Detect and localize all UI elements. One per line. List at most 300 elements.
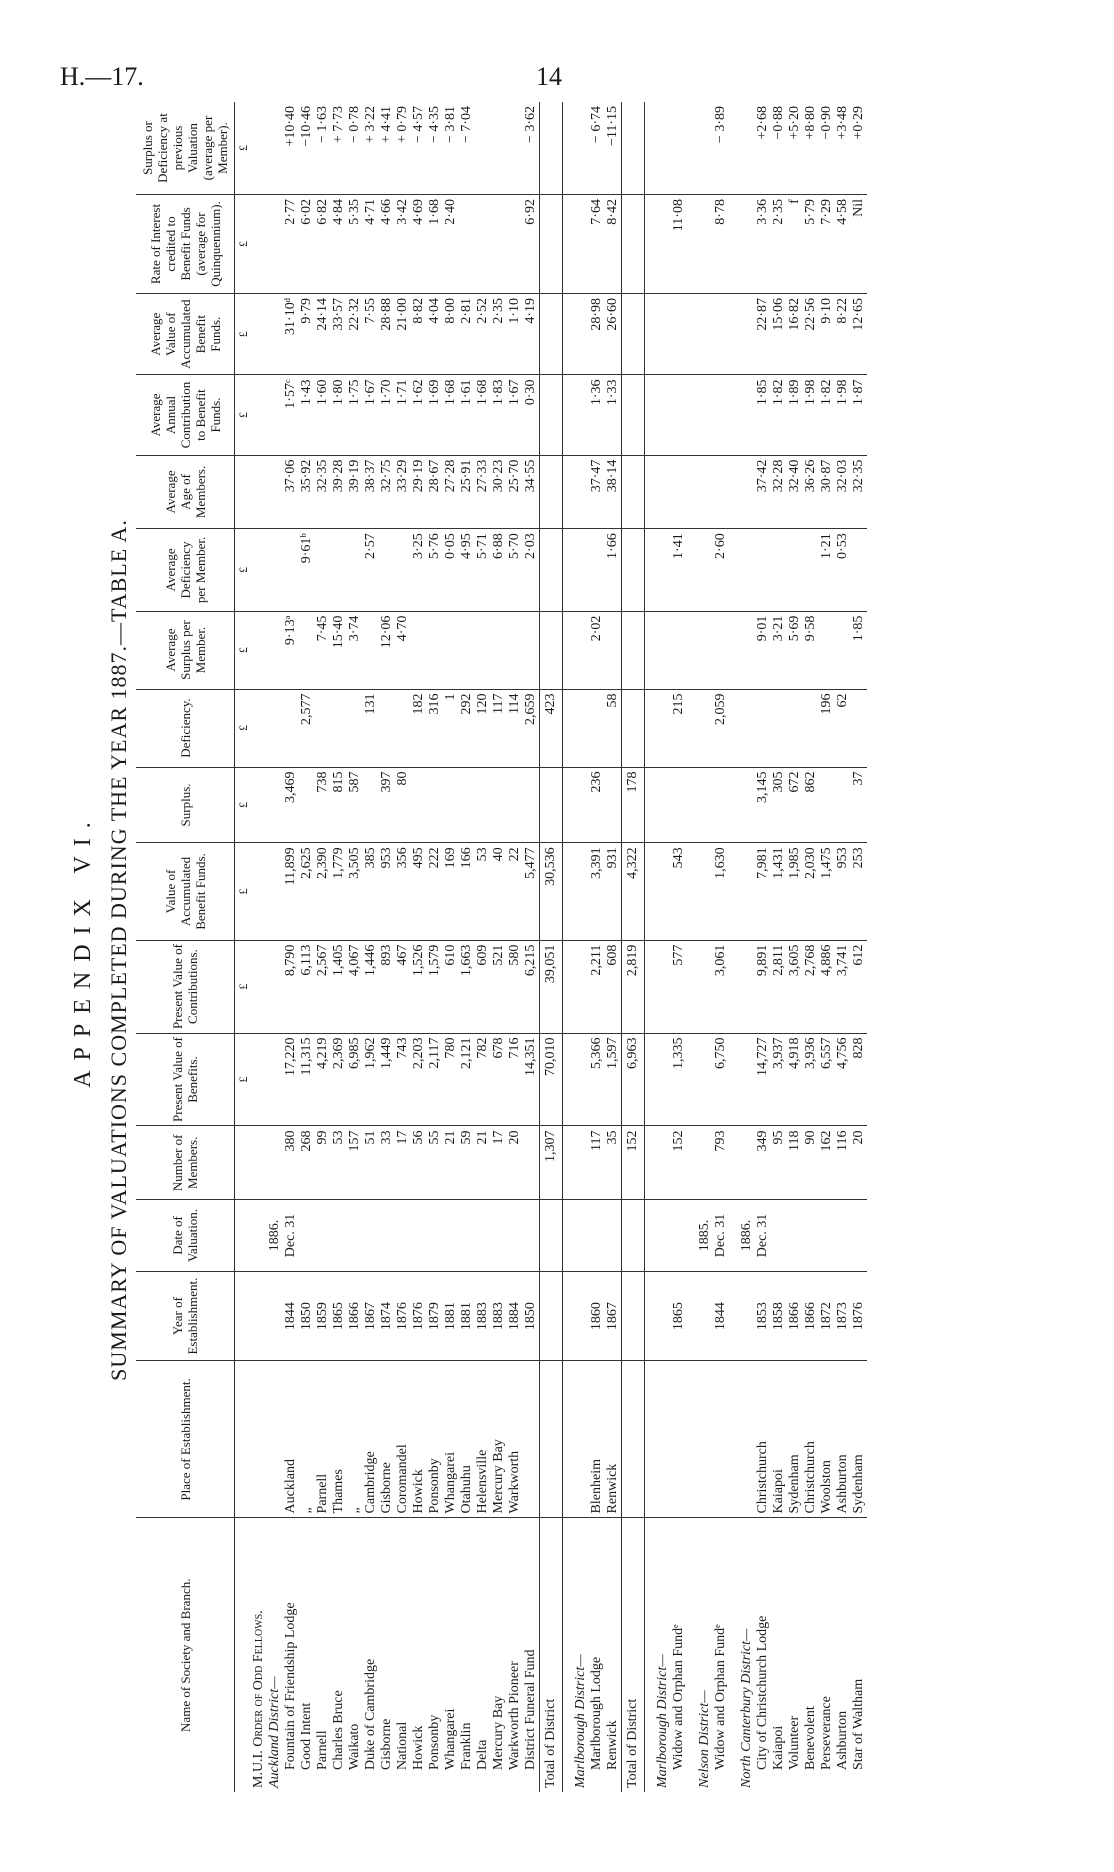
branch-name: Howick xyxy=(411,1725,426,1770)
table-cell xyxy=(267,843,283,940)
table-cell xyxy=(739,940,755,1033)
table-cell: 356 xyxy=(395,843,411,940)
table-cell: 28·88 xyxy=(379,293,395,375)
table-cell: 1866 xyxy=(347,1271,363,1361)
table-cell xyxy=(819,611,835,689)
table-cell xyxy=(251,1033,267,1126)
table-cell: 1858 xyxy=(771,1271,787,1361)
table-cell: 27·28 xyxy=(443,455,459,529)
valuation-date-day xyxy=(851,1200,867,1272)
table-cell xyxy=(671,293,687,375)
table-cell xyxy=(573,195,589,294)
table-cell: 610 xyxy=(443,940,459,1033)
table-cell: 34·55 xyxy=(523,455,540,529)
table-row xyxy=(851,102,867,1792)
table-cell xyxy=(573,1033,589,1126)
table-cell: 196 xyxy=(819,689,835,767)
table-cell: 3,391 xyxy=(589,843,605,940)
table-row xyxy=(395,102,411,1792)
table-cell: 32·75 xyxy=(379,455,395,529)
branch-name: Ponsonby xyxy=(427,1714,442,1770)
unit-cell: £ xyxy=(235,940,252,1033)
header-row xyxy=(136,102,235,1792)
table-cell: 1876 xyxy=(411,1271,427,1361)
table-cell xyxy=(729,940,739,1033)
table-cell: − 6·74 xyxy=(589,102,605,195)
valuation-date-day xyxy=(671,1200,687,1272)
table-cell xyxy=(655,195,671,294)
table-cell xyxy=(729,689,739,767)
table-cell: 828 xyxy=(851,1033,867,1126)
table-cell: 2·02 xyxy=(589,611,605,689)
table-cell: − 3·81 xyxy=(443,102,459,195)
table-cell: 3,936 xyxy=(803,1033,819,1126)
table-cell: 1,663 xyxy=(459,940,475,1033)
valuation-date-day xyxy=(491,1200,507,1272)
table-cell xyxy=(251,293,267,375)
table-cell: 178 xyxy=(622,767,645,843)
table-cell: Helensville xyxy=(475,1361,491,1518)
table-row xyxy=(771,102,787,1792)
table-cell: 521 xyxy=(491,940,507,1033)
table-cell xyxy=(729,293,739,375)
table-cell: 4·04 xyxy=(427,293,443,375)
table-row xyxy=(835,102,851,1792)
branch-name: Gisborne xyxy=(379,1718,394,1770)
table-cell: 55 xyxy=(427,1126,443,1200)
table-cell: Whangarei xyxy=(443,1361,459,1518)
valuation-date-day xyxy=(771,1200,787,1272)
table-cell: +5·20 xyxy=(787,102,803,195)
table-cell: −10·46 xyxy=(299,102,315,195)
table-cell: 7·45 xyxy=(315,611,331,689)
table-cell xyxy=(655,455,671,529)
section-heading: Auckland District— xyxy=(267,1676,282,1788)
table-cell xyxy=(267,455,283,529)
table-cell xyxy=(563,1271,574,1361)
table-cell xyxy=(347,529,363,611)
table-cell: Howick xyxy=(411,1361,427,1518)
table-cell: 1·83 xyxy=(491,375,507,455)
table-cell xyxy=(645,767,656,843)
table-cell: 1867 xyxy=(363,1271,379,1361)
table-cell: 1,446 xyxy=(363,940,379,1033)
table-cell: 1850 xyxy=(299,1271,315,1361)
table-cell: 815 xyxy=(331,767,347,843)
table-cell: 33 xyxy=(379,1126,395,1200)
table-cell: 20 xyxy=(507,1126,523,1200)
table-cell xyxy=(379,689,395,767)
table-cell xyxy=(251,767,267,843)
table-cell xyxy=(573,1126,589,1200)
table-cell: 32·40 xyxy=(787,455,803,529)
table-cell xyxy=(251,940,267,1033)
table-cell: 11·08 xyxy=(671,195,687,294)
table-cell: 1865 xyxy=(331,1271,347,1361)
table-cell: 29·19 xyxy=(411,455,427,529)
table-cell: 397 xyxy=(379,767,395,843)
table-cell: +8·80 xyxy=(803,102,819,195)
table-cell: 1876 xyxy=(851,1271,867,1361)
table-cell xyxy=(739,1271,755,1361)
table-cell xyxy=(687,455,697,529)
table-cell: 2,390 xyxy=(315,843,331,940)
table-cell xyxy=(697,843,713,940)
table-cell: 38·14 xyxy=(605,455,622,529)
table-cell xyxy=(507,102,523,195)
table-cell xyxy=(283,529,299,611)
table-cell: 5·35 xyxy=(347,195,363,294)
table-cell: + 3·22 xyxy=(363,102,379,195)
unit-row xyxy=(235,102,252,1792)
table-cell xyxy=(729,455,739,529)
table-cell xyxy=(645,1200,656,1272)
table-cell: Renwick xyxy=(605,1361,622,1518)
table-cell xyxy=(540,1200,563,1272)
table-cell: 1·21 xyxy=(819,529,835,611)
table-cell: 14,727 xyxy=(755,1033,771,1126)
table-cell: 1·85 xyxy=(851,611,867,689)
table-cell xyxy=(771,689,787,767)
table-cell xyxy=(251,689,267,767)
table-cell xyxy=(251,195,267,294)
table-cell xyxy=(687,611,697,689)
table-cell: 31·10ᵈ xyxy=(283,293,299,375)
column-header: Surplus. xyxy=(136,767,235,843)
valuation-date-day xyxy=(427,1200,443,1272)
table-cell: 1·70 xyxy=(379,375,395,455)
column-header: Number of Members. xyxy=(136,1126,235,1200)
branch-name: Warkworth Pioneer xyxy=(507,1661,522,1770)
table-cell xyxy=(251,455,267,529)
table-cell xyxy=(540,1361,563,1518)
branch-name: Good Intent xyxy=(299,1702,314,1770)
table-cell xyxy=(697,455,713,529)
table-cell: 3·74 xyxy=(347,611,363,689)
table-cell xyxy=(622,195,645,294)
branch-name: Perseverance xyxy=(819,1696,834,1770)
table-cell xyxy=(563,195,574,294)
table-cell: 4·19 xyxy=(523,293,540,375)
column-header: Present Value of Contributions. xyxy=(136,940,235,1033)
column-header: Surplus or Deficiency at previous Valuation (average per Member). xyxy=(136,102,235,195)
table-cell xyxy=(411,611,427,689)
table-cell: 56 xyxy=(411,1126,427,1200)
valuation-date-day: Dec. 31 xyxy=(713,1200,729,1272)
table-cell xyxy=(459,195,475,294)
table-cell xyxy=(251,611,267,689)
table-cell: 22·87 xyxy=(755,293,771,375)
table-cell: − 0·78 xyxy=(347,102,363,195)
table-cell xyxy=(687,1126,697,1200)
table-cell xyxy=(251,529,267,611)
table-cell xyxy=(645,1126,656,1200)
table-cell: 162 xyxy=(819,1126,835,1200)
branch-name: Duke of Cambridge xyxy=(363,1658,378,1770)
table-cell: +2·68 xyxy=(755,102,771,195)
branch-name: Ashburton xyxy=(835,1710,850,1770)
table-cell: Sydenham xyxy=(851,1361,867,1518)
table-cell: 1,449 xyxy=(379,1033,395,1126)
table-cell xyxy=(589,529,605,611)
table-cell xyxy=(655,1033,671,1126)
table-cell: −0·88 xyxy=(771,102,787,195)
table-cell: 1866 xyxy=(803,1271,819,1361)
table-cell: 1,307 xyxy=(540,1126,563,1200)
table-cell: 3,469 xyxy=(283,767,299,843)
table-cell: 1860 xyxy=(589,1271,605,1361)
table-cell: − 4·35 xyxy=(427,102,443,195)
table-cell xyxy=(755,689,771,767)
table-cell: 1867 xyxy=(605,1271,622,1361)
branch-name: City of Christchurch Lodge xyxy=(755,1615,770,1770)
table-cell: 1·75 xyxy=(347,375,363,455)
unit-cell xyxy=(235,1361,252,1518)
table-cell xyxy=(563,1361,574,1518)
table-row xyxy=(523,102,540,1792)
table-cell: Gisborne xyxy=(379,1361,395,1518)
table-cell: 21·00 xyxy=(395,293,411,375)
table-cell: 8·42 xyxy=(605,195,622,294)
total-label: Total of District xyxy=(540,1518,563,1792)
table-cell xyxy=(655,767,671,843)
valuation-date-day xyxy=(507,1200,523,1272)
page-number: 14 xyxy=(536,62,562,91)
table-cell xyxy=(713,375,729,455)
table-cell xyxy=(573,293,589,375)
valuation-date-day xyxy=(363,1200,379,1272)
table-cell: 35 xyxy=(605,1126,622,1200)
table-cell: 1,985 xyxy=(787,843,803,940)
table-cell xyxy=(739,1126,755,1200)
column-header: Deficiency. xyxy=(136,689,235,767)
table-cell xyxy=(475,102,491,195)
table-cell: 59 xyxy=(459,1126,475,1200)
table-cell xyxy=(507,195,523,294)
table-cell xyxy=(563,455,574,529)
section-heading-row xyxy=(573,102,589,1792)
table-cell xyxy=(697,375,713,455)
table-cell xyxy=(267,293,283,375)
section-heading: Marlborough District— xyxy=(573,1654,588,1788)
table-cell xyxy=(697,195,713,294)
table-cell: 6·88 xyxy=(491,529,507,611)
table-cell: 25·70 xyxy=(507,455,523,529)
table-cell xyxy=(729,375,739,455)
table-cell xyxy=(379,529,395,611)
table-cell xyxy=(540,195,563,294)
table-cell: 305 xyxy=(771,767,787,843)
spacer-row xyxy=(563,102,574,1792)
table-cell xyxy=(697,1126,713,1200)
table-cell: 15·06 xyxy=(771,293,787,375)
unit-cell: £ xyxy=(235,195,252,294)
table-cell: Ponsonby xyxy=(427,1361,443,1518)
table-cell xyxy=(645,102,656,195)
table-cell: 27·33 xyxy=(475,455,491,529)
valuation-date-day xyxy=(459,1200,475,1272)
table-cell: 32·35 xyxy=(315,455,331,529)
table-cell xyxy=(687,1033,697,1126)
table-cell: 1·43 xyxy=(299,375,315,455)
table-cell: − 1·63 xyxy=(315,102,331,195)
table-cell: 0·30 xyxy=(523,375,540,455)
table-cell: f xyxy=(787,195,803,294)
section-heading-row xyxy=(251,102,267,1792)
table-cell: 8·78 xyxy=(713,195,729,294)
table-cell xyxy=(475,195,491,294)
table-cell: 1·66 xyxy=(605,529,622,611)
table-cell: 608 xyxy=(605,940,622,1033)
table-cell: 6,215 xyxy=(523,940,540,1033)
table-cell: 35·92 xyxy=(299,455,315,529)
table-cell: 33·29 xyxy=(395,455,411,529)
table-cell xyxy=(697,1033,713,1126)
table-cell: 37·47 xyxy=(589,455,605,529)
table-cell xyxy=(540,529,563,611)
table-cell: 30·23 xyxy=(491,455,507,529)
branch-name: District Funeral Fund xyxy=(523,1649,538,1770)
table-cell xyxy=(299,767,315,843)
table-cell xyxy=(540,293,563,375)
table-cell xyxy=(835,767,851,843)
table-cell: 4,756 xyxy=(835,1033,851,1126)
table-cell xyxy=(645,455,656,529)
table-cell: 169 xyxy=(443,843,459,940)
table-cell xyxy=(251,1361,267,1518)
branch-name: Parnell xyxy=(315,1730,330,1770)
table-cell: 4,918 xyxy=(787,1033,803,1126)
table-cell: 2,369 xyxy=(331,1033,347,1126)
spacer-row xyxy=(645,102,656,1792)
table-cell xyxy=(540,1271,563,1361)
table-cell: + 4·41 xyxy=(379,102,395,195)
unit-cell xyxy=(235,1271,252,1361)
table-cell: 51 xyxy=(363,1126,379,1200)
table-cell xyxy=(687,689,697,767)
table-cell xyxy=(729,1033,739,1126)
table-cell: 114 xyxy=(507,689,523,767)
table-cell: 24·14 xyxy=(315,293,331,375)
valuation-date-day xyxy=(331,1200,347,1272)
table-cell xyxy=(331,529,347,611)
table-cell: 2,121 xyxy=(459,1033,475,1126)
table-cell: 1·82 xyxy=(771,375,787,455)
table-cell xyxy=(523,767,540,843)
table-cell xyxy=(251,1271,267,1361)
appendix-title: APPENDIX VI. xyxy=(70,812,96,1088)
table-cell: 4·58 xyxy=(835,195,851,294)
valuation-date-year: 1885. xyxy=(697,1200,713,1272)
table-cell xyxy=(573,102,589,195)
table-cell: 577 xyxy=(671,940,687,1033)
table-cell xyxy=(573,689,589,767)
table-cell: 1·62 xyxy=(411,375,427,455)
table-cell xyxy=(787,689,803,767)
table-cell xyxy=(729,843,739,940)
table-cell: 6,985 xyxy=(347,1033,363,1126)
table-cell: 1884 xyxy=(507,1271,523,1361)
table-cell xyxy=(687,1518,697,1792)
table-cell: 893 xyxy=(379,940,395,1033)
table-cell xyxy=(267,102,283,195)
table-cell xyxy=(655,1361,671,1518)
table-cell: 20 xyxy=(851,1126,867,1200)
table-cell xyxy=(655,375,671,455)
branch-name: Charles Bruce xyxy=(331,1690,346,1770)
table-cell xyxy=(687,102,697,195)
branch-name: Star of Waltham xyxy=(851,1678,866,1770)
table-cell xyxy=(563,1518,574,1792)
table-cell xyxy=(803,689,819,767)
table-cell: 1·71 xyxy=(395,375,411,455)
table-cell: 716 xyxy=(507,1033,523,1126)
table-cell xyxy=(645,611,656,689)
table-cell xyxy=(540,375,563,455)
table-cell xyxy=(655,940,671,1033)
table-cell xyxy=(267,529,283,611)
table-row xyxy=(347,102,363,1792)
table-cell: Warkworth xyxy=(507,1361,523,1518)
table-cell: Ashburton xyxy=(835,1361,851,1518)
valuation-date-day xyxy=(835,1200,851,1272)
table-cell xyxy=(729,1361,739,1518)
table-row xyxy=(427,102,443,1792)
table-cell: 5,477 xyxy=(523,843,540,940)
table-row xyxy=(283,102,299,1792)
table-cell: 6,750 xyxy=(713,1033,729,1126)
table-row xyxy=(379,102,395,1792)
table-cell: 9·01 xyxy=(755,611,771,689)
table-cell: 9·10 xyxy=(819,293,835,375)
table-cell: 16·82 xyxy=(787,293,803,375)
table-cell: 1·69 xyxy=(427,375,443,455)
table-cell: 4·70 xyxy=(395,611,411,689)
table-cell: 1,475 xyxy=(819,843,835,940)
table-row xyxy=(299,102,315,1792)
table-cell xyxy=(645,293,656,375)
total-row xyxy=(540,102,563,1792)
table-row xyxy=(363,102,379,1792)
table-cell xyxy=(803,529,819,611)
table-cell xyxy=(563,611,574,689)
table-cell xyxy=(739,375,755,455)
table-cell: 1850 xyxy=(523,1271,540,1361)
table-cell xyxy=(347,689,363,767)
table-cell xyxy=(713,455,729,529)
table-cell: 793 xyxy=(713,1126,729,1200)
table-cell xyxy=(573,767,589,843)
branch-name: Fountain of Friendship Lodge xyxy=(283,1602,298,1770)
valuation-date-day xyxy=(299,1200,315,1272)
table-cell: 9·61ᵇ xyxy=(299,529,315,611)
column-header: Present Value of Benefits. xyxy=(136,1033,235,1126)
table-cell xyxy=(671,1361,687,1518)
table-cell xyxy=(411,767,427,843)
table-cell: 385 xyxy=(363,843,379,940)
table-cell: − 3·62 xyxy=(523,102,540,195)
table-cell: 743 xyxy=(395,1033,411,1126)
table-cell xyxy=(645,1033,656,1126)
table-cell: 953 xyxy=(835,843,851,940)
table-cell xyxy=(697,1361,713,1518)
table-cell: 678 xyxy=(491,1033,507,1126)
table-cell: 21 xyxy=(443,1126,459,1200)
table-cell xyxy=(645,940,656,1033)
table-cell xyxy=(729,195,739,294)
table-cell: 1,630 xyxy=(713,843,729,940)
table-cell: 3·25 xyxy=(411,529,427,611)
